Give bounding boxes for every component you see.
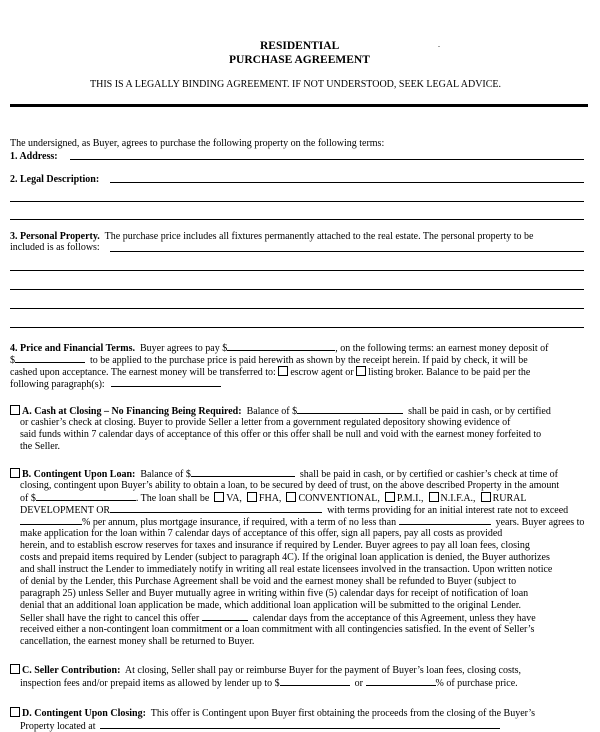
following-paragraphs-text: following paragraph(s): bbox=[10, 379, 105, 390]
seller-contribution-amount-field[interactable] bbox=[280, 677, 350, 686]
calendar-days-text: calendar days from the acceptance of this Agreement, unless they have bbox=[252, 613, 536, 624]
address-field[interactable] bbox=[70, 159, 584, 160]
escrow-agent-label: escrow agent or bbox=[290, 367, 354, 378]
earnest-text: , on the following terms: an earnest money deposit of bbox=[335, 343, 549, 354]
contingent-closing-line-1 bbox=[10, 707, 535, 719]
loan-line-14: received either a non-contingent loan commitment or a loan commitment with all contingencies satisfied. In the event of Seller’s bbox=[20, 624, 535, 635]
loan-line-7: herein, and to establish escrow reserves for taxes and insurance if required by Lender. Buyer agrees to pay all loan fees, closing bbox=[20, 540, 530, 551]
legal-description-line-3[interactable] bbox=[10, 219, 584, 220]
nifa-label: N.I.F.A., bbox=[440, 493, 476, 504]
loan-paid-text: shall be paid in cash, or by certified or cashier’s check at time of bbox=[299, 469, 558, 480]
seller-contribution-checkbox[interactable] bbox=[10, 664, 20, 674]
loan-line-13 bbox=[20, 612, 536, 624]
interest-rate-text: with terms providing for an initial interest rate not to exceed bbox=[327, 505, 569, 516]
or-text: or bbox=[354, 678, 363, 689]
legal-notice: THIS IS A LEGALLY BINDING AGREEMENT. IF NOT UNDERSTOOD, SEEK LEGAL ADVICE. bbox=[90, 79, 502, 90]
price-field[interactable] bbox=[227, 342, 335, 351]
cash-closing-line-1 bbox=[10, 405, 551, 417]
personal-property-line-2[interactable] bbox=[10, 270, 584, 271]
interest-rate-field[interactable] bbox=[20, 516, 82, 525]
pmi-checkbox[interactable] bbox=[385, 492, 395, 502]
property-located-text: Property located at bbox=[20, 721, 96, 732]
cancel-days-field[interactable] bbox=[202, 612, 248, 621]
rural-label: RURAL bbox=[492, 493, 527, 504]
personal-property-line-4[interactable] bbox=[10, 308, 584, 309]
transfer-text: cashed upon acceptance. The earnest money will be transferred to: bbox=[10, 367, 276, 378]
cash-closing-checkbox[interactable] bbox=[10, 405, 20, 415]
loan-line-11: paragraph 25) unless Seller and Buyer mutually agree in writing within five (5) calendar days for receipt of notification of loan bbox=[20, 588, 529, 599]
loan-line-12: denial that an additional loan application be made, which additional loan application will be submitted to the original Lender. bbox=[20, 600, 521, 611]
purchase-price-text: % of purchase price. bbox=[435, 678, 518, 689]
price-terms-line-4 bbox=[10, 378, 221, 390]
cash-closing-label: A. Cash at Closing – No Financing Being Required: bbox=[22, 406, 242, 417]
title-line-1: RESIDENTIAL bbox=[260, 40, 340, 52]
personal-property-text-2: included is as follows: bbox=[10, 242, 100, 253]
personal-property-line-5[interactable] bbox=[10, 327, 584, 328]
contingent-closing-checkbox[interactable] bbox=[10, 707, 20, 717]
loan-line-10: of denial by the Lender, this Purchase Agreement shall be void and the earnest money shall be refunded to Buyer (subject to bbox=[20, 576, 517, 587]
loan-line-9: and shall instruct the Lender to immediately notify in writing all real estate licensees involved in the transaction. Upon written notice bbox=[20, 564, 553, 575]
contingent-loan-checkbox[interactable] bbox=[10, 468, 20, 478]
cash-closing-line-3: said funds within 7 calendar days of acceptance of this offer or this offer shall be null and void with the earnest money forfeited to bbox=[20, 429, 542, 440]
loan-line-1 bbox=[10, 468, 558, 480]
rural-development-text: DEVELOPMENT OR bbox=[20, 505, 111, 516]
cancel-text: Seller shall have the right to cancel this offer bbox=[20, 613, 200, 624]
va-checkbox[interactable] bbox=[214, 492, 224, 502]
loan-line-15: cancellation, the earnest money shall be returned to Buyer. bbox=[20, 636, 255, 647]
earnest-dollar: $ bbox=[10, 355, 15, 366]
loan-type-text: . The loan shall be bbox=[135, 493, 210, 504]
va-label: VA, bbox=[226, 493, 242, 504]
years-text: years. Buyer agrees to bbox=[495, 517, 585, 528]
loan-balance-text: Balance of $ bbox=[140, 469, 191, 480]
seller-contribution-line-1 bbox=[10, 664, 521, 676]
loan-line-3 bbox=[20, 492, 526, 504]
contingent-closing-label: D. Contingent Upon Closing: bbox=[22, 708, 146, 719]
per-annum-text: % per annum, plus mortgage insurance, if required, with a term of no less than bbox=[82, 517, 397, 528]
cash-balance-text: Balance of $ bbox=[246, 406, 298, 417]
contingent-closing-line-2 bbox=[20, 720, 500, 732]
paragraphs-field[interactable] bbox=[111, 378, 221, 387]
loan-line-6: make application for the loan within 7 calendar days of acceptance of this offer, sign all papers, pay all costs as provided bbox=[20, 528, 503, 539]
seller-contribution-label: C. Seller Contribution: bbox=[22, 665, 121, 676]
conventional-checkbox[interactable] bbox=[286, 492, 296, 502]
listing-broker-checkbox[interactable] bbox=[356, 366, 366, 376]
contingent-closing-text: This offer is Contingent upon Buyer first obtaining the proceeds from the closing of the Buyer’s bbox=[150, 708, 536, 719]
personal-property-label: 3. Personal Property. bbox=[10, 231, 100, 242]
loan-term-field[interactable] bbox=[399, 516, 491, 525]
fha-label: FHA, bbox=[258, 493, 282, 504]
loan-balance-field[interactable] bbox=[191, 468, 295, 477]
loan-amount-field[interactable] bbox=[36, 492, 136, 501]
seller-contribution-percent-field[interactable] bbox=[366, 677, 436, 686]
other-loan-field[interactable] bbox=[110, 504, 322, 513]
intro-text: The undersigned, as Buyer, agrees to purchase the following property on the following terms: bbox=[10, 138, 385, 149]
conventional-label: CONVENTIONAL, bbox=[298, 493, 380, 504]
loan-line-2: closing, contingent upon Buyer’s ability to obtain a loan, to be secured by deed of trust, on the above described Property in the amount bbox=[20, 480, 560, 491]
personal-property-text-1: The purchase price includes all fixtures permanently attached to the real estate. The personal property to be bbox=[104, 231, 534, 242]
address-label: 1. Address: bbox=[10, 151, 58, 162]
seller-contribution-line-2 bbox=[20, 677, 518, 689]
escrow-agent-checkbox[interactable] bbox=[278, 366, 288, 376]
price-terms-line-3 bbox=[10, 366, 530, 378]
price-terms-label: 4. Price and Financial Terms. bbox=[10, 343, 135, 354]
personal-property-field[interactable] bbox=[110, 251, 584, 252]
legal-description-label: 2. Legal Description: bbox=[10, 174, 100, 185]
listing-broker-label: listing broker. Balance to be paid per the bbox=[368, 367, 531, 378]
personal-property-line-1 bbox=[10, 231, 533, 242]
loan-amount-text: of $ bbox=[20, 493, 36, 504]
seller-contribution-amount-text: inspection fees and/or prepaid items as allowed by lender up to $ bbox=[20, 678, 280, 689]
fha-checkbox[interactable] bbox=[247, 492, 257, 502]
pmi-label: P.M.I., bbox=[396, 493, 424, 504]
loan-line-8: costs and prepaid items required by Lender (subject to paragraph 4C). If the original loan application is denied, the Buyer authorizes bbox=[20, 552, 550, 563]
header-divider bbox=[10, 104, 588, 107]
earnest-applied-text: to be applied to the purchase price is paid herewith as shown by the receipt herein. If paid by check, it will be bbox=[90, 355, 528, 366]
property-location-field[interactable] bbox=[100, 720, 500, 729]
loan-line-5 bbox=[20, 516, 584, 528]
legal-description-line-2[interactable] bbox=[10, 201, 584, 202]
nifa-checkbox[interactable] bbox=[429, 492, 439, 502]
cash-balance-field[interactable] bbox=[297, 405, 403, 414]
earnest-money-field[interactable] bbox=[15, 354, 85, 363]
cash-closing-line-2: or cashier’s check at closing. Buyer to provide Seller a letter from a government regulated depository showing evidence of bbox=[20, 417, 511, 428]
cash-paid-text: shall be paid in cash, or by certified bbox=[408, 406, 551, 417]
cash-closing-line-4: the Seller. bbox=[20, 441, 60, 452]
price-terms-line-2 bbox=[10, 354, 528, 366]
legal-description-field[interactable] bbox=[110, 182, 584, 183]
rural-development-checkbox[interactable] bbox=[481, 492, 491, 502]
seller-contribution-text: At closing, Seller shall pay or reimburse Buyer for the payment of Buyer’s loan fees, closing costs, bbox=[124, 665, 522, 676]
price-text: Buyer agrees to pay $ bbox=[140, 343, 228, 354]
stray-dot: . bbox=[438, 40, 440, 49]
loan-line-4 bbox=[20, 504, 568, 516]
title-line-2: PURCHASE AGREEMENT bbox=[229, 54, 370, 66]
personal-property-line-3[interactable] bbox=[10, 289, 584, 290]
price-terms-line-1 bbox=[10, 342, 549, 354]
contingent-loan-label: B. Contingent Upon Loan: bbox=[22, 469, 136, 480]
